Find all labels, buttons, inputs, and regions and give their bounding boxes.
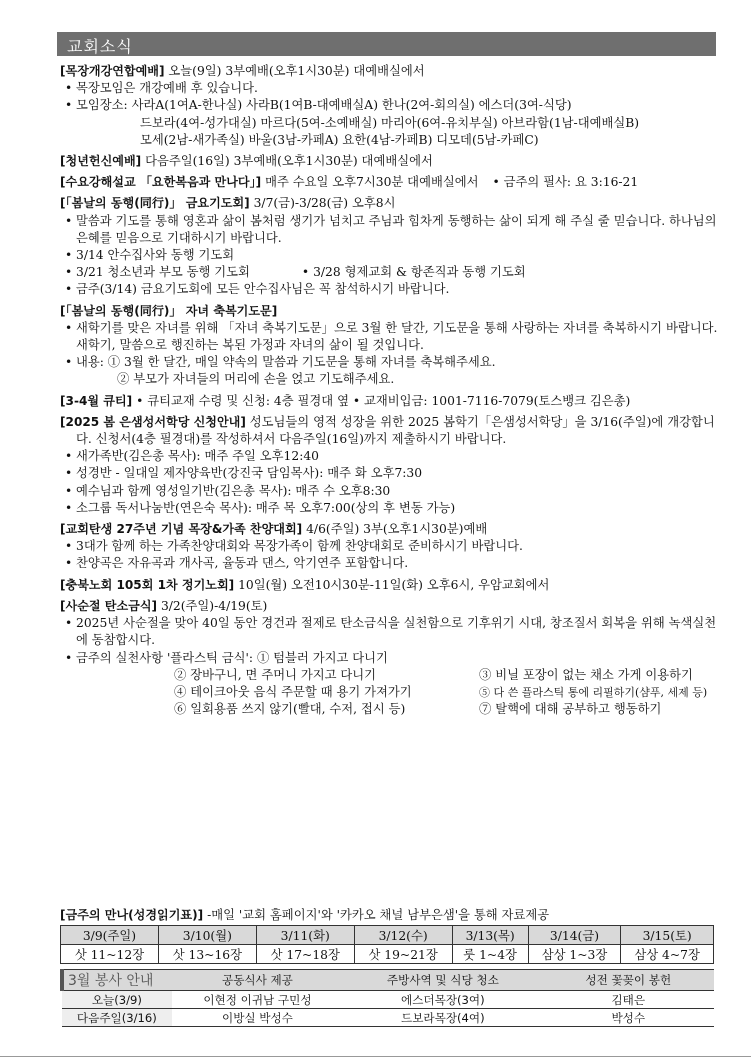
service-header: 주방사역 및 식당 청소 [343, 970, 542, 991]
section-title: [「봄날의 동행(同行)」 자녀 축복기도문] [60, 303, 278, 318]
practice-row: ⑥ 일회용품 쓰지 않기(빨대, 수저, 접시 등) ⑦ 탈핵에 대해 공부하고 행동하기 [174, 702, 662, 717]
section-bible-school [60, 414, 720, 517]
section-text: 4/6(주일) 3부(오후1시30분)예배 [302, 522, 488, 537]
reading-cell: 삿 11~12장 [61, 945, 159, 964]
section-title: [충북노회 105회 1차 정기노회] [60, 577, 235, 592]
bullet: • 성경반 - 일대일 제자양육반(강진국 담임목사): 매주 화 오후7:30 [60, 465, 720, 482]
bullet: • 말씀과 기도를 통해 영혼과 삶이 봄처럼 생기가 넘치고 주님과 힘차게 동행하는 삶이 되게 해 주실 줄 믿습니다. 하나님의 은혜를 믿음으로 기대하시기 바랍니다. [60, 213, 720, 247]
section-presbytery [60, 577, 720, 594]
bullet: • 내용: ① 3월 한 달간, 매일 약속의 말씀과 기도문을 통해 자녀를 축복해주세요. [60, 354, 720, 371]
service-header: 공동식사 제공 [172, 970, 343, 991]
news-header-title: 교회소식 [67, 37, 133, 56]
section-text: • 큐티교재 수령 및 신청: 4층 필경대 옆 • 교재비입금: 1001-7116-7079(토스뱅크 김은총) [132, 393, 631, 408]
section-friday-prayer [60, 195, 720, 298]
bullet: • 모임장소: 사라A(1여A-한나실) 사라B(1여B-대예배실A) 한나(2여-회의실) 에스더(3여-식당) [60, 97, 720, 114]
section-title: [「봄날의 동행(同行)」 금요기도회] [60, 196, 250, 211]
reading-cell: 삿 17~18장 [256, 945, 354, 964]
scripture-subtitle: -매일 '교회 홈페이지'와 '카카오 채널 남부은샘'을 통해 자료제공 [203, 908, 550, 922]
section-title: [사순절 탄소금식] [60, 598, 158, 613]
day-cell: 3/9(주일) [61, 926, 159, 945]
page-bottom-rule [0, 1056, 751, 1057]
day-cell: 3/11(화) [256, 926, 354, 945]
scripture-title: [금주의 만나(성경읽기표)] [60, 908, 204, 922]
section-title: [2025 봄 은샘성서학당 신청안내] [60, 414, 246, 429]
service-label: 3월 봉사 안내 [62, 970, 172, 991]
section-youth-worship [60, 153, 720, 170]
continuation: 드보라(4여-성가대실) 마르다(5여-소예배실) 마리아(6여-유치부실) 아브라함(1남-대예배실B) [140, 115, 640, 130]
section-carbon-fast [60, 598, 720, 718]
practice-row: ② 장바구니, 면 주머니 가지고 다니기 ③ 비닐 포장이 없는 채소 가게 이용하기 [174, 667, 693, 682]
reading-cell: 삿 13~16장 [158, 945, 256, 964]
day-cell: 3/10(월) [158, 926, 256, 945]
bullet: • 목장모임은 개강예배 후 있습니다. [60, 80, 720, 97]
section-text: 오늘(9일) 3부예배(오후1시30분) 대예배실에서 [164, 64, 425, 78]
bullet: • 소그룹 독서나눔반(연은숙 목사): 매주 목 오후7:00(상의 후 변동 가능) [60, 500, 720, 517]
service-table [60, 969, 714, 1027]
reading-cell: 삼상 4~7장 [621, 945, 714, 964]
section-text: 3/7(금)-3/28(금) 오후8시 [249, 196, 396, 211]
day-cell: 3/12(수) [354, 926, 452, 945]
table-row: 오늘(3/9) 이현정 이귀남 구민성 에스더목장(3여) 김태은 [62, 991, 714, 1009]
reading-cell: 룻 1~4장 [452, 945, 528, 964]
section-text: 성도님들의 영적 성장을 위한 2025 봄학기「은샘성서학당」을 3/16(주일)에 개강합니다. 신청서(4층 필경대)를 작성하셔서 다음주일(16일)까지 제출하시기 바랍니다. [76, 414, 715, 447]
continuation: 모세(2남-새가족실) 바울(3남-카페A) 요한(4남-카페B) 디모데(5남-카페C) [140, 132, 539, 147]
bullet: • 금주(3/14) 금요기도회에 모든 안수집사님은 꼭 참석하시기 바랍니다. [60, 281, 720, 298]
bullet: • 찬양곡은 자유곡과 개사곡, 율동과 댄스, 악기연주 포함합니다. [60, 555, 720, 572]
bullet: • 3/14 안수집사와 동행 기도회 [60, 247, 720, 264]
news-content [60, 63, 720, 722]
day-cell: 3/15(토) [621, 926, 714, 945]
practice-row: ④ 테이크아웃 음식 주문할 때 용기 가져가기 ⑤ 다 쓴 플라스틱 통에 리필하기(샴푸, 세제 등) [174, 684, 708, 699]
section-text: 10일(월) 오전10시30분-11일(화) 오후6시, 우암교회에서 [234, 577, 550, 592]
reading-cell: 삼상 1~3장 [528, 945, 621, 964]
news-header [57, 32, 716, 56]
service-header: 성전 꽃꽂이 봉헌 [543, 970, 714, 991]
bullet: • 새학기를 맞은 자녀를 위해 「자녀 축복기도문」으로 3월 한 달간, 기도문을 통해 사랑하는 자녀를 축복하시기 바랍니다. 새학기, 말씀으로 행진하는 복된 가정과 자녀의 삶이 될 것입니다. [60, 320, 720, 354]
bullet: • 2025년 사순절을 맞아 40일 동안 경건과 절제로 탄소금식을 실천함으로 기후위기 시대, 창조질서 회복을 위해 녹색실천에 동참합시다. [60, 615, 720, 649]
reading-table [60, 925, 714, 964]
bullet: • 3대가 함께 하는 가족찬양대회와 목장가족이 함께 찬양대회로 준비하시기 바랍니다. [60, 538, 720, 555]
section-text: 다음주일(16일) 3부예배(오후1시30분) 대예배실에서 [141, 154, 433, 169]
section-title: [목장개강연합예배] [60, 64, 165, 78]
day-cell: 3/14(금) [528, 926, 621, 945]
bullet: • 예수님과 함께 영성일기반(김은총 목사): 매주 수 오후8:30 [60, 483, 720, 500]
section-wednesday-sermon [60, 174, 720, 191]
scripture-reading-table [60, 905, 714, 964]
section-text: 3/2(주일)-4/19(토) [157, 598, 268, 613]
section-text: 매주 수요일 오후7시30분 대예배실에서 [261, 175, 479, 190]
section-title: [교회탄생 27주년 기념 목장&가족 찬양대회] [60, 522, 303, 537]
section-title: [수요강해설교 「요한복음과 만나다」] [60, 175, 262, 190]
continuation: ② 부모가 자녀들의 머리에 손을 얹고 기도해주세요. [117, 372, 395, 387]
section-praise-contest [60, 521, 720, 573]
section-children-prayer [60, 303, 720, 389]
section-title: [3-4월 큐티] [60, 393, 133, 408]
section-title: [청년헌신예배] [60, 154, 142, 169]
service-schedule [60, 969, 714, 1027]
bullet: • 3/21 청소년과 부모 동행 기도회 • 3/28 형제교회 & 항존직과 동행 기도회 [60, 264, 720, 281]
table-row: 다음주일(3/16) 이방실 박성수 드보라목장(4여) 박성수 [62, 1009, 714, 1027]
bullet: • 금주의 실천사항 '플라스틱 금식': ① 텀블러 가지고 다니기 [60, 650, 720, 667]
reading-cell: 삿 19~21장 [354, 945, 452, 964]
section-qt [60, 393, 720, 410]
section-mokjang-worship [60, 63, 720, 149]
day-cell: 3/13(목) [452, 926, 528, 945]
verse-assignment: • 금주의 필사: 요 3:16-21 [492, 175, 639, 190]
bullet: • 새가족반(김은총 목사): 매주 주일 오후12:40 [60, 448, 720, 465]
